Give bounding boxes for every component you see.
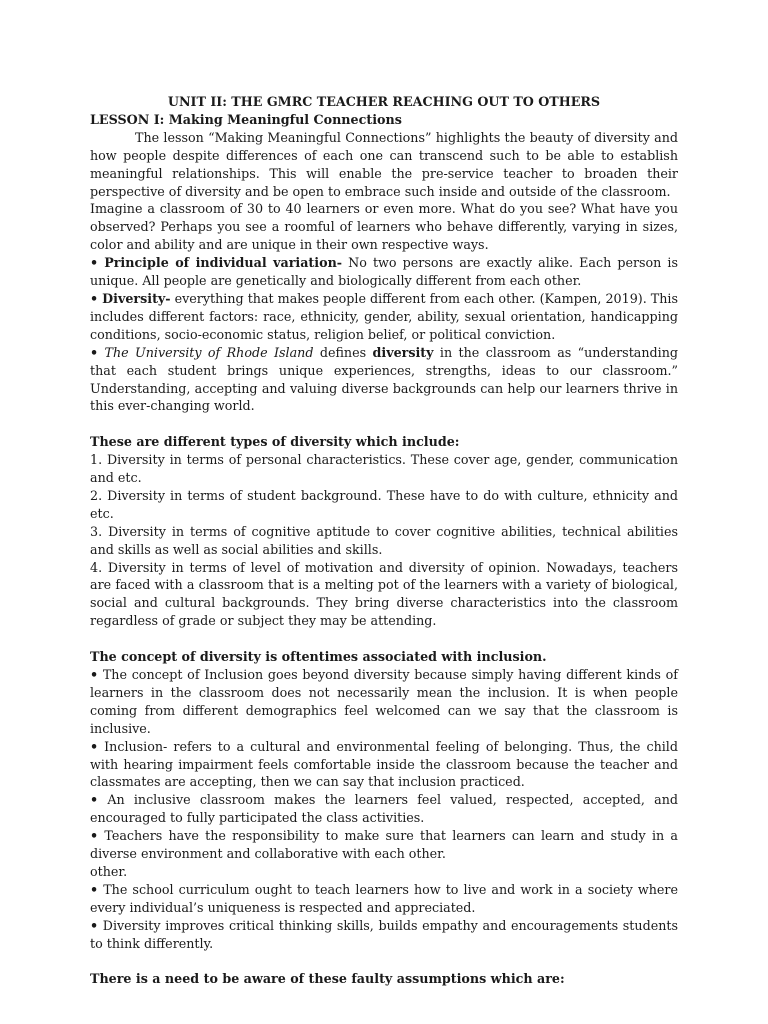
bullet-icon: • bbox=[90, 881, 99, 897]
bullet-text: in the classroom as “understanding that each student brings unique experiences, strengths, ideas to our classroom.” Understanding, accepting and valuing diverse backgrounds can help our learners thrive in this ever-changing world. bbox=[90, 344, 678, 414]
type-item: 1. Diversity in terms of personal characteristics. These cover age, gender, communication and etc. bbox=[90, 452, 678, 486]
intro-paragraph: The lesson “Making Meaningful Connections” highlights the beauty of diversity and how people despite differences of each one can transcend such to be able to establish meaningful relationships. This will enable the pre-service teacher to broaden their perspective of diversity and be open to embrace such inside and outside of the classroom. bbox=[90, 129, 678, 199]
university-name: The University of Rhode Island bbox=[104, 344, 314, 360]
bullet-icon: • bbox=[90, 792, 99, 808]
spacer bbox=[90, 952, 678, 970]
spacer bbox=[90, 630, 678, 648]
inclusion-item bbox=[90, 881, 678, 917]
inclusion-text: The concept of Inclusion goes beyond diversity because simply having different kinds of learners in the classroom does not necessarily mean the inclusion. It is when people coming from different demographics feel welcomed can we say that the classroom is inclusive. bbox=[90, 666, 678, 736]
types-heading: These are different types of diversity which include: bbox=[90, 434, 460, 450]
inclusion-heading: The concept of diversity is oftentimes associated with inclusion. bbox=[90, 649, 547, 665]
inclusion-text: Teachers have the responsibility to make sure that learners can learn and study in a diverse environment and collaborative with each other. bbox=[90, 828, 678, 862]
bullet-icon: • bbox=[90, 666, 99, 682]
bullet-icon: • bbox=[90, 255, 99, 271]
inclusion-item bbox=[90, 827, 678, 863]
inclusion-text: Inclusion- refers to a cultural and environmental feeling of belonging. Thus, the child with hearing impairment feels comfortable inside the classroom because the teacher and classmates are accepting, then we can say that inclusion practiced. bbox=[90, 738, 678, 790]
bullet-text: No two persons are exactly alike. Each person is unique. All people are genetically and biologically different from each other. bbox=[90, 255, 678, 289]
bullet-icon: • bbox=[90, 344, 99, 360]
bullet-icon: • bbox=[90, 828, 99, 844]
imagine-paragraph: Imagine a classroom of 30 to 40 learners or even more. What do you see? What have you observed? Perhaps you see a roomful of learners who behave differently, varying in sizes, color and ability and are unique in their own respective ways. bbox=[90, 201, 678, 253]
stray-text: other. bbox=[90, 863, 128, 879]
inclusion-item bbox=[90, 917, 678, 953]
inclusion-item bbox=[90, 791, 678, 827]
inclusion-item bbox=[90, 666, 678, 738]
bullet-rhode-island bbox=[90, 344, 678, 416]
bullet-icon: • bbox=[90, 290, 99, 306]
diversity-term: diversity bbox=[372, 344, 434, 360]
inclusion-item bbox=[90, 738, 678, 792]
bullet-diversity bbox=[90, 290, 678, 344]
lesson-title: LESSON I: Making Meaningful Connections bbox=[90, 111, 402, 127]
faulty-assumptions-heading: There is a need to be aware of these faulty assumptions which are: bbox=[90, 971, 565, 987]
spacer bbox=[90, 415, 678, 433]
inclusion-text: Diversity improves critical thinking skills, builds empathy and encouragements students to think differently. bbox=[90, 917, 678, 951]
bullet-icon: • bbox=[90, 738, 99, 754]
bullet-icon: • bbox=[90, 917, 99, 933]
bullet-text-mid: defines bbox=[313, 344, 373, 360]
document-page bbox=[90, 93, 678, 988]
type-item: 2. Diversity in terms of student background. These have to do with culture, ethnicity and etc. bbox=[90, 487, 678, 521]
bullet-individual-variation bbox=[90, 254, 678, 290]
inclusion-text: An inclusive classroom makes the learners feel valued, respected, accepted, and encouraged to fully participated the class activities. bbox=[90, 792, 678, 826]
unit-title: UNIT II: THE GMRC TEACHER REACHING OUT TO OTHERS bbox=[167, 94, 601, 109]
bullet-label: Diversity- bbox=[102, 290, 171, 306]
type-item: 4. Diversity in terms of level of motivation and diversity of opinion. Nowadays, teachers are faced with a classroom that is a melting pot of the learners with a variety of biological, social and cultural backgrounds. They bring diverse characteristics into the classroom regardless of grade or subject they may be attending. bbox=[90, 559, 678, 629]
inclusion-text: The school curriculum ought to teach learners how to live and work in a society where every individual’s uniqueness is respected and appreciated. bbox=[90, 881, 678, 915]
bullet-text: everything that makes people different from each other. (Kampen, 2019). This includes different factors: race, ethnicity, gender, ability, sexual orientation, handicapping conditions, socio-economic status, religion belief, or political conviction. bbox=[90, 290, 678, 342]
bullet-label: Principle of individual variation- bbox=[104, 255, 343, 271]
type-item: 3. Diversity in terms of cognitive aptitude to cover cognitive abilities, technical abilities and skills as well as social abilities and skills. bbox=[90, 523, 678, 557]
